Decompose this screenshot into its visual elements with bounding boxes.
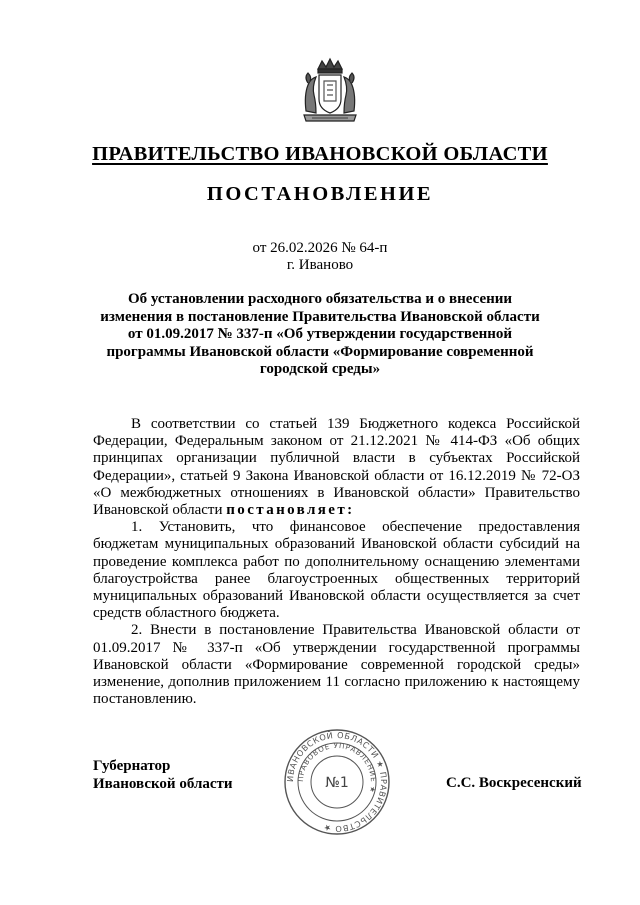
subject-line: городской среды»	[259, 361, 381, 377]
coat-of-arms-emblem	[298, 55, 362, 127]
subject-line: от 01.09.2017 № 337-п «Об утверждении государственной	[127, 326, 513, 342]
subject-line: изменения в постановление Правительства Ивановской области	[100, 308, 540, 325]
position-line: Губернатор	[93, 758, 171, 774]
document-body	[93, 416, 580, 708]
decrees-word: постановляет	[226, 502, 348, 519]
preamble-text: В соответствии со статьей 139 Бюджетного кодекса Российской Федерации, Федеральным законом от 21.12.2021 № 414-ФЗ «Об общих принципах организации публичной власти в субъектах Российской Федерации», статьей 9 Закона Ивановской области от 16.12.2019 № 72-ОЗ «О межбюджетных отношениях в Ивановской области» Правительство Ивановской области	[93, 416, 580, 519]
subject-line: программы Ивановской области «Формирование современной	[106, 343, 534, 360]
date-and-number: от 26.02.2026 № 64-п	[252, 240, 388, 256]
seal-ring-text: ИВАНОВСКОЙ ОБЛАСТИ ★ ПРАВИТЕЛЬСТВО ★	[284, 729, 390, 835]
subject-line: Об установлении расходного обязательства и о внесении	[127, 291, 513, 307]
document-subject	[100, 291, 540, 379]
government-title: ПРАВИТЕЛЬСТВО ИВАНОВСКОЙ ОБЛАСТИ	[92, 143, 548, 165]
seal-number: №1	[325, 775, 349, 791]
city: г. Иваново	[286, 257, 354, 273]
official-seal-stamp	[282, 727, 392, 837]
preamble-paragraph	[93, 416, 580, 519]
position-line: Ивановской области	[93, 775, 233, 792]
document-meta	[0, 240, 640, 274]
item-1-paragraph: 1. Установить, что финансовое обеспечение предоставления бюджетам муниципальных образований Ивановской области субсидий на проведение комплекса работ по дополнительному оснащению элементами благоустройства ранее благоустроенных общественных территорий муниципальных образований Ивановской области осуществляется за счет средств областного бюджета.	[93, 519, 580, 622]
signatory-position	[93, 758, 233, 793]
seal-inner-text: ПРАВОВОЕ УПРАВЛЕНИЕ ★	[295, 740, 379, 795]
signatory-name: С.С. Воскресенский	[446, 775, 582, 791]
preamble-colon: :	[347, 502, 355, 519]
document-type-title: ПОСТАНОВЛЕНИЕ	[206, 183, 434, 205]
item-2-paragraph: 2. Внести в постановление Правительства Ивановской области от 01.09.2017 № 337-п «Об утверждении государственной программы Ивановской области «Формирование современной городской среды» изменение, дополнив приложением 11 согласно приложению к настоящему постановлению.	[93, 622, 580, 708]
